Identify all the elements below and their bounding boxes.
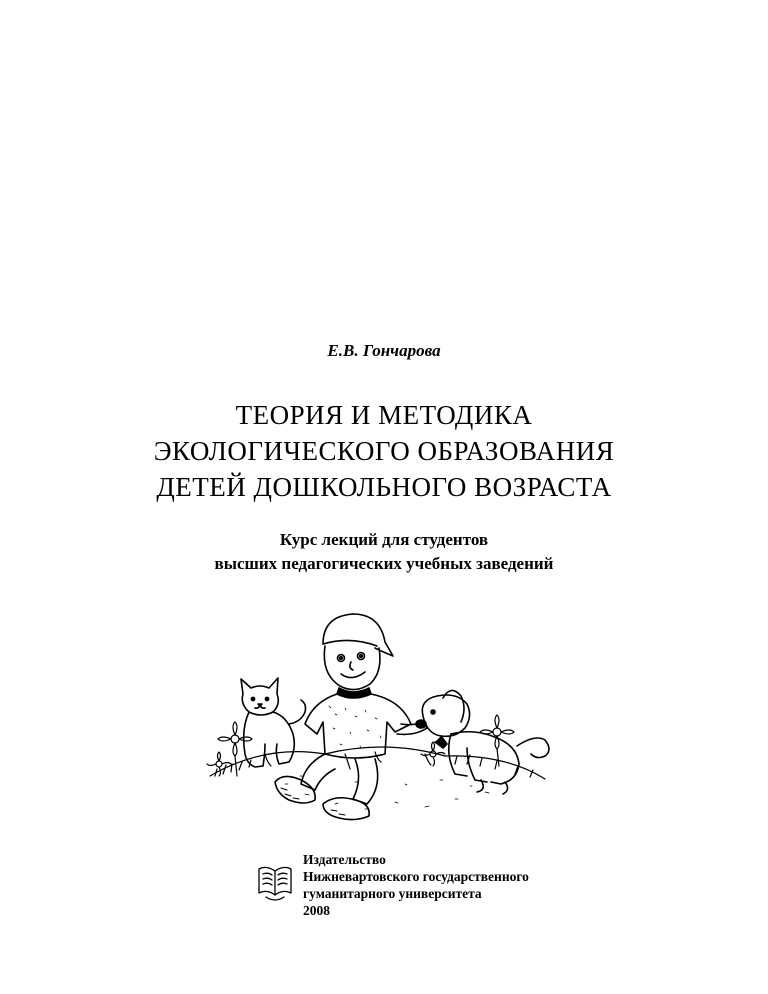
- book-title: [0, 397, 768, 505]
- subtitle-line: высших педагогических учебных заведений: [214, 554, 554, 573]
- cover-illustration: [205, 604, 570, 826]
- publisher-info: [303, 851, 529, 919]
- author-name: Е.В. Гончарова: [327, 341, 441, 360]
- publisher-line: Издательство: [303, 852, 386, 867]
- title-line: ЭКОЛОГИЧЕСКОГО ОБРАЗОВАНИЯ: [153, 436, 615, 466]
- publisher-line: гуманитарного университета: [303, 886, 482, 901]
- boy-drawing: [275, 614, 427, 820]
- open-book-icon: [256, 863, 294, 903]
- title-line: ДЕТЕЙ ДОШКОЛЬНОГО ВОЗРАСТА: [156, 472, 612, 502]
- publication-year: 2008: [303, 903, 330, 918]
- title-line: ТЕОРИЯ И МЕТОДИКА: [235, 400, 533, 430]
- book-subtitle: [0, 528, 768, 576]
- subtitle-line: Курс лекций для студентов: [279, 530, 489, 549]
- dog-drawing: [416, 690, 549, 794]
- publisher-line: Нижневартовского государственного: [303, 869, 529, 884]
